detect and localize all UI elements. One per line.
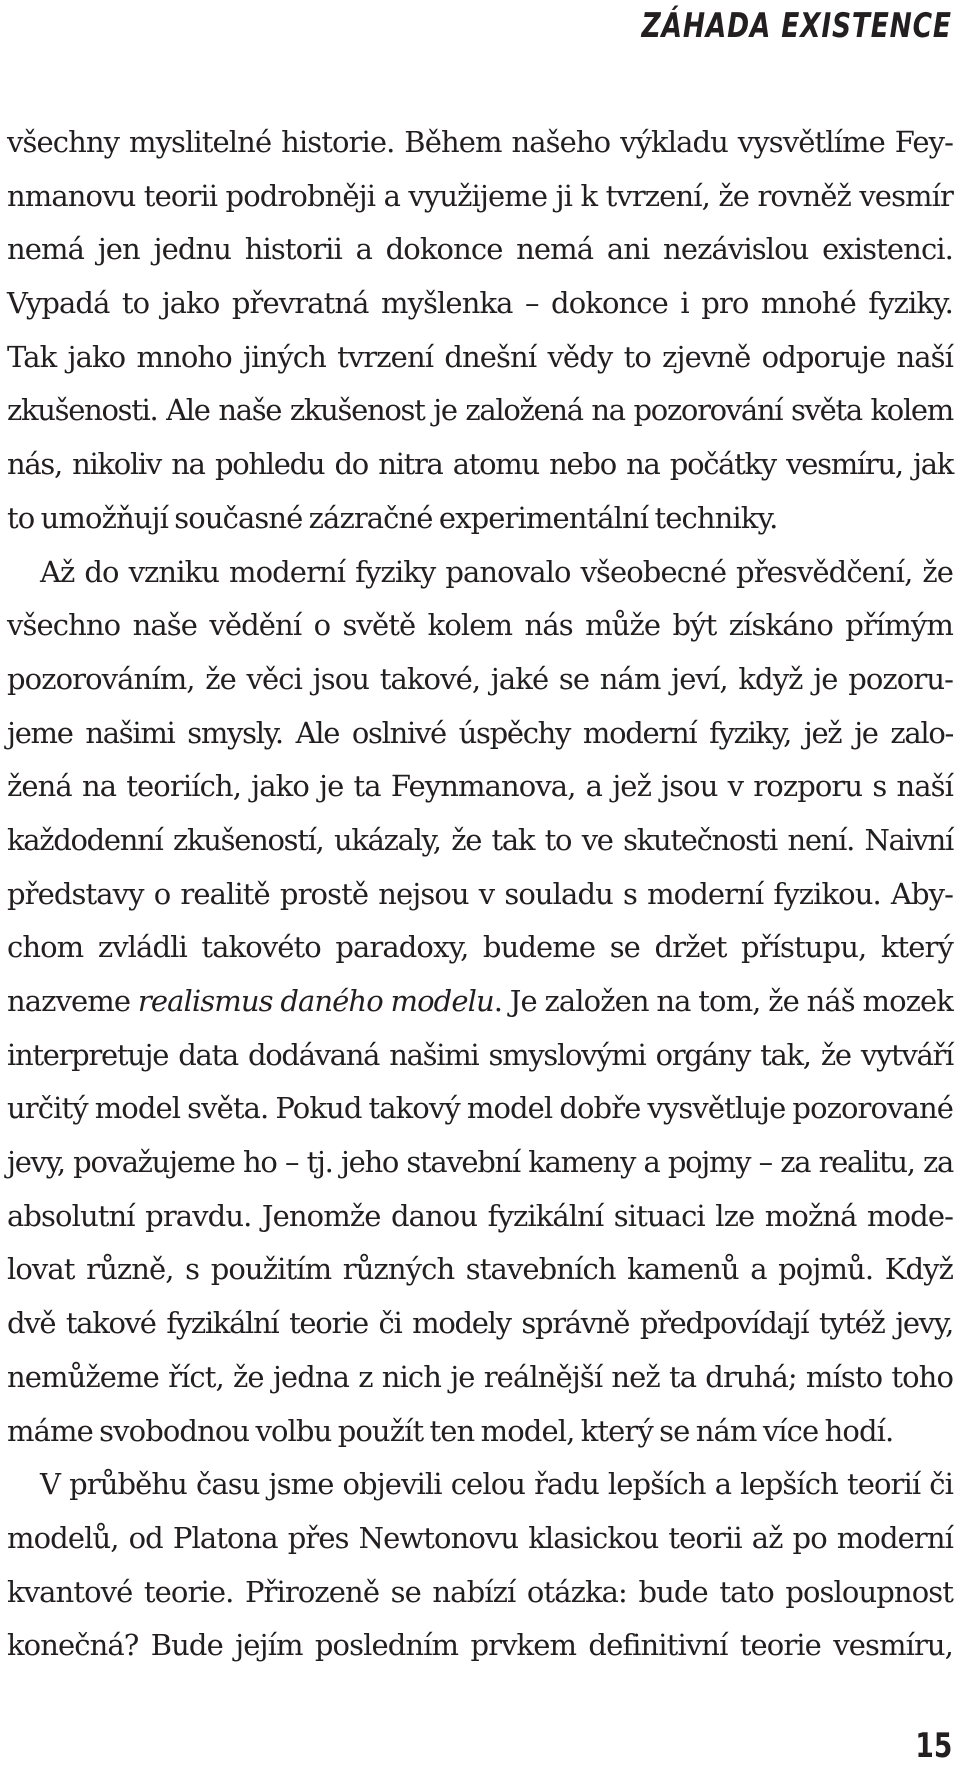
text-line: dvě takové fyzikální teorie či modely správně předpovídají tytéž jevy, (7, 1306, 953, 1341)
text-line: nemůžeme říct, že jedna z nich je reálnější než ta druhá; místo toho (7, 1359, 953, 1394)
text-line: chom zvládli takovéto paradoxy, budeme se držet přístupu, který (7, 930, 953, 965)
text-line: interpretuje data dodávaná našimi smyslovými orgány tak, že vytváří (7, 1037, 953, 1072)
text-line: všechno naše vědění o světě kolem nás může být získáno přímým (7, 608, 953, 643)
text-line: lovat různě, s použitím různých stavebních kamenů a pojmů. Když (7, 1252, 953, 1287)
text-line: každodenní zkušeností, ukázaly, že tak to ve skutečnosti není. Naivní (7, 822, 953, 857)
text-line: konečná? Bude jejím posledním prvkem definitivní teorie vesmíru, (7, 1628, 953, 1663)
text-line: absolutní pravdu. Jenomže danou fyzikální situaci lze možná mode- (7, 1198, 953, 1233)
text-line: to umožňují současné zázračné experimentální techniky. (7, 500, 778, 535)
text-line: všechny myslitelné historie. Během našeho výkladu vysvětlíme Fey- (7, 125, 953, 159)
text-line-realism-after: . Je založen na tom, že náš mozek (493, 984, 953, 1018)
realism-term: realismus daného modelu (137, 984, 494, 1018)
text-line-realism-before: nazveme (7, 984, 138, 1018)
page-number: 15 (915, 1726, 952, 1766)
body-text (7, 116, 953, 1673)
text-line: nmanovu teorii podrobněji a využijeme ji k tvrzení, že rovněž vesmír (7, 178, 953, 213)
text-line: Vypadá to jako převratná myšlenka – dokonce i pro mnohé fyziky. (7, 286, 953, 321)
text-line-realism (7, 975, 953, 1029)
text-line: určitý model světa. Pokud takový model dobře vysvětluje pozorované (7, 1091, 953, 1126)
text-line: kvantové teorie. Přirozeně se nabízí otázka: bude tato posloupnost (7, 1574, 953, 1609)
text-line: zkušenosti. Ale naše zkušenost je založená na pozorování světa kolem (7, 393, 953, 428)
text-line: pozorováním, že věci jsou takové, jaké se nám jeví, když je pozoru- (7, 661, 953, 696)
paragraph-first-line: Až do vzniku moderní fyziky panovalo všeobecné přesvědčení, že (40, 554, 953, 589)
text-line: máme svobodnou volbu použít ten model, který se nám více hodí. (7, 1413, 894, 1448)
text-line: Tak jako mnoho jiných tvrzení dnešní vědy to zjevně odporuje naší (7, 339, 953, 374)
running-head-title: ZÁHADA EXISTENCE (641, 6, 952, 46)
paragraph-first-line: V průběhu času jsme objevili celou řadu lepších a lepších teorií či (40, 1467, 953, 1502)
text-line: jeme našimi smysly. Ale oslnivé úspěchy moderní fyziky, jež je zalo- (7, 715, 953, 750)
text-line: představy o realitě prostě nejsou v souladu s moderní fyzikou. Aby- (7, 876, 953, 911)
text-line: modelů, od Platona přes Newtonovu klasickou teorii až po moderní (7, 1520, 953, 1555)
text-line: nemá jen jednu historii a dokonce nemá ani nezávislou existenci. (7, 232, 953, 267)
text-line: žená na teoriích, jako je ta Feynmanova, a jež jsou v rozporu s naší (7, 769, 953, 804)
text-line: nás, nikoliv na pohledu do nitra atomu nebo na počátky vesmíru, jak (7, 447, 953, 482)
text-line: jevy, považujeme ho – tj. jeho stavební kameny a pojmy – za realitu, za (7, 1145, 953, 1180)
